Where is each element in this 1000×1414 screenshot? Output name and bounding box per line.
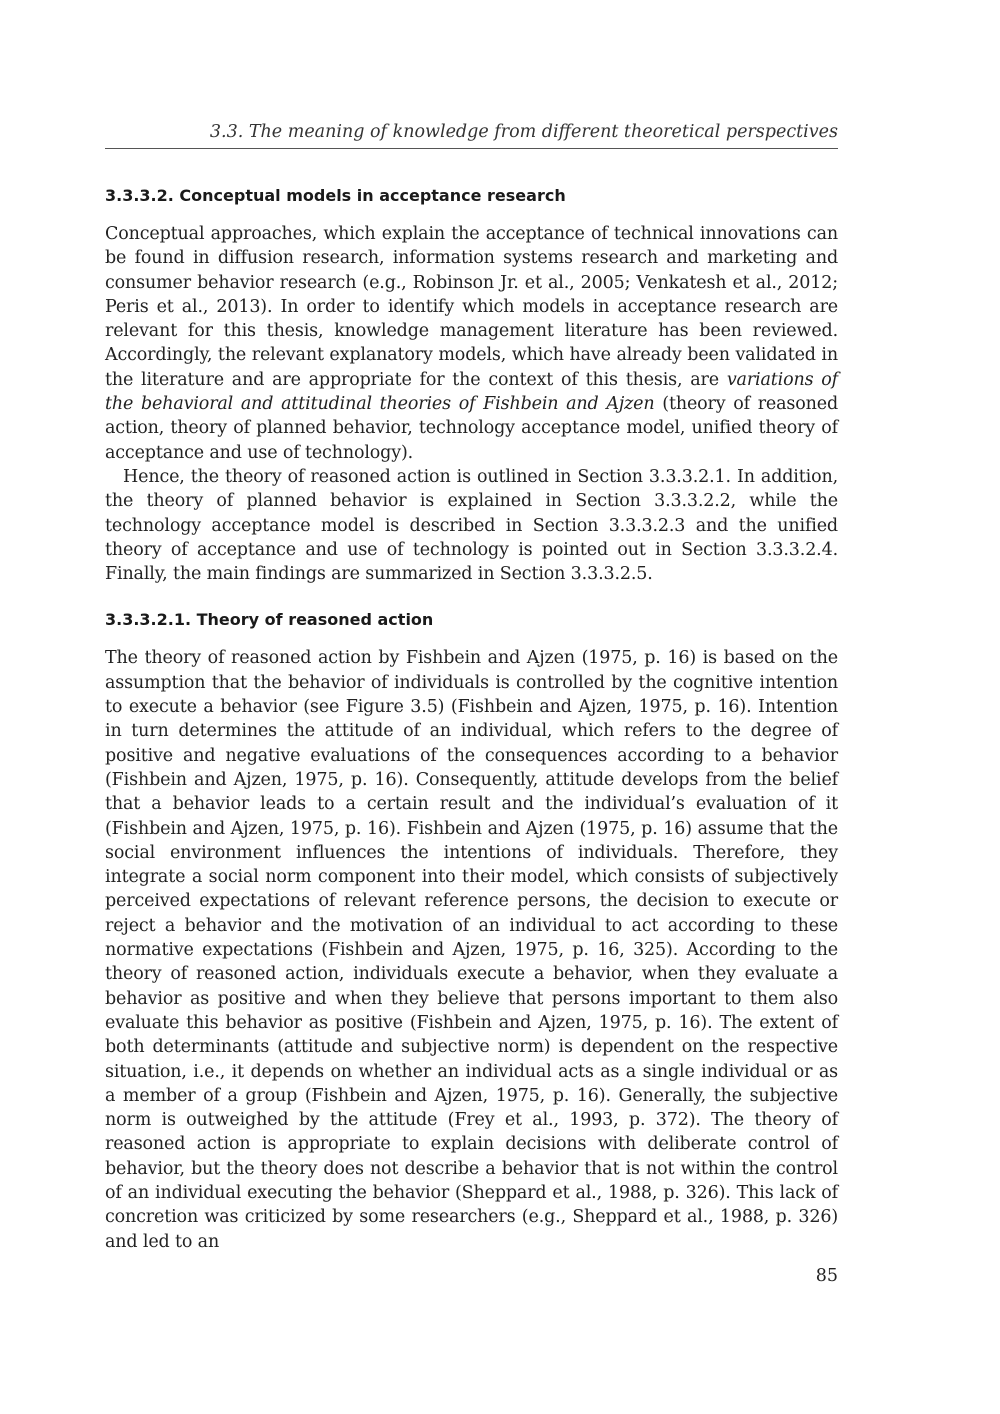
paragraph-1-text-start: Conceptual approaches, which explain the acceptance of technical innovations can be found in diffusion research, information systems research and marketing and consumer behavior research (e.g., Robinson Jr. et al., 2005; Venkatesh et al., 2012; Peris et al., 2013). In order to identify which models in acceptance research are relevant for this thesis, knowledge management literature has been reviewed. Accordingly, the relevant explanatory models, which have already been validated in the literature and are appropriate for the context of this thesis, are — [105, 224, 838, 390]
paragraph-1-text-end: (theory of reasoned action, theory of planned behavior, technology acceptance model, unified theory of acceptance and use of technology). — [105, 394, 838, 463]
running-header: 3.3. The meaning of knowledge from different theoretical perspectives — [209, 122, 838, 142]
section-paragraph-1 — [105, 222, 838, 465]
paragraph-1-emphasis: variations of the behavioral and attitudinal theories of Fishbein and Ajzen — [105, 369, 838, 415]
header-rule — [105, 148, 838, 149]
page-content — [105, 186, 838, 1254]
section-paragraph-2: Hence, the theory of reasoned action is outlined in Section 3.3.3.2.1. In addition, the theory of planned behavior is explained in Section 3.3.3.2.2, while the technology acceptance model is described in Section 3.3.3.2.3 and the unified theory of acceptance and use of technology is pointed out in Section 3.3.3.2.4. Finally, the main findings are summarized in Section 3.3.3.2.5. — [105, 466, 838, 585]
page-number: 85 — [815, 1266, 838, 1286]
subsection-paragraph-1: The theory of reasoned action by Fishbein and Ajzen (1975, p. 16) is based on the assumption that the behavior of individuals is controlled by the cognitive intention to execute a behavior (see Figure 3.5) (Fishbein and Ajzen, 1975, p. 16). Intention in turn determines the attitude of an individual, which refers to the degree of positive and negative evaluations of the consequences according to a behavior (Fishbein and Ajzen, 1975, p. 16). Consequently, attitude develops from the belief that a behavior leads to a certain result and the individual’s evaluation of it (Fishbein and Ajzen, 1975, p. 16). Fishbein and Ajzen (1975, p. 16) assume that the social environment influences the intentions of individuals. Therefore, they integrate a social norm component into their model, which consists of subjectively perceived expectations of relevant reference persons, the decision to execute or reject a behavior and the motivation of an individual to act according to these normative expectations (Fishbein and Ajzen, 1975, p. 16, 325). According to the theory of reasoned action, individuals execute a behavior, when they evaluate a behavior as positive and when they believe that persons important to them also evaluate this behavior as positive (Fishbein and Ajzen, 1975, p. 16). The extent of both determinants (attitude and subjective norm) is dependent on the respective situation, i.e., it depends on whether an individual acts as a single individual or as a member of a group (Fishbein and Ajzen, 1975, p. 16). Generally, the subjective norm is outweighed by the attitude (Frey et al., 1993, p. 372). The theory of reasoned action is appropriate to explain decisions with deliberate control of behavior, but the theory does not describe a behavior that is not within the control of an individual executing the behavior (Sheppard et al., 1988, p. 326). This lack of concretion was criticized by some researchers (e.g., Sheppard et al., 1988, p. 326) and led to an — [105, 648, 838, 1252]
subsection-heading: 3.3.3.2.1. Theory of reasoned action — [105, 610, 434, 630]
section-heading: 3.3.3.2. Conceptual models in acceptance research — [105, 186, 566, 205]
